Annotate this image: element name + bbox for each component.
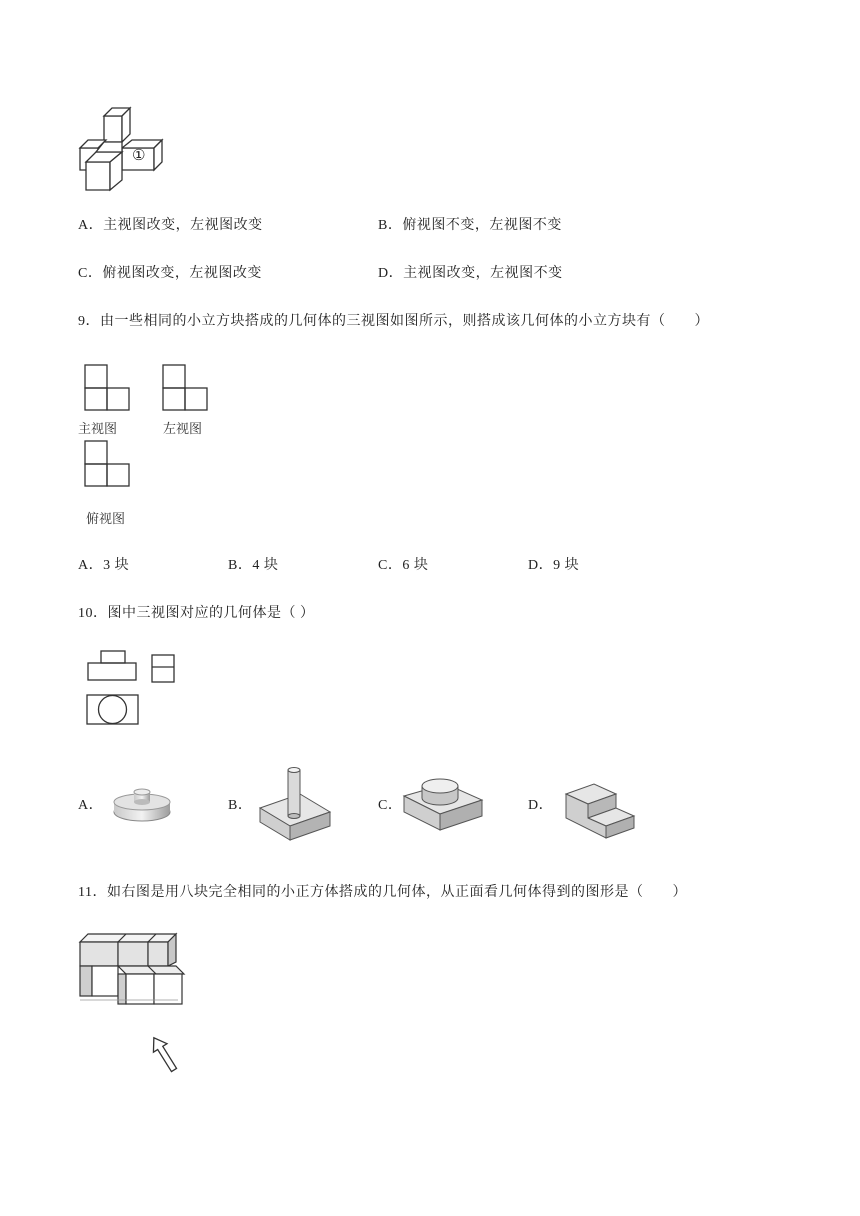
q8-option-a[interactable]: A．主视图改变，左视图改变 [78, 218, 263, 233]
q9-caption-left: 左视图 [163, 422, 203, 437]
q9-option-a[interactable]: A．3 块 [78, 558, 130, 573]
q10-option-a-solid[interactable] [112, 778, 172, 828]
q9-front-view [84, 364, 132, 412]
q9-option-c[interactable]: C．6 块 [378, 558, 429, 573]
q10-option-b-label[interactable]: B． [228, 798, 253, 813]
q9-caption-front: 主视图 [78, 422, 118, 437]
q10-left-view [151, 654, 177, 684]
q8-option-d[interactable]: D．主视图改变，左视图不变 [378, 266, 563, 281]
q10-option-c-label[interactable]: C． [378, 798, 403, 813]
q10-option-d-solid[interactable] [560, 772, 638, 840]
q10-front-view [87, 650, 139, 682]
q10-option-b-solid[interactable] [258, 764, 334, 850]
q9-option-d[interactable]: D．9 块 [528, 558, 580, 573]
q11-stem: 11．如右图是用八块完全相同的小正方体搭成的几何体，从正面看几何体得到的图形是（ ） [78, 885, 687, 900]
q10-option-d-label[interactable]: D． [528, 798, 554, 813]
q10-option-a-label[interactable]: A． [78, 798, 104, 813]
q10-stem: 10．图中三视图对应的几何体是（ ） [78, 606, 315, 621]
q10-top-view [86, 694, 140, 726]
q11-cube-figure [78, 932, 188, 1078]
q9-option-b[interactable]: B．4 块 [228, 558, 279, 573]
q10-option-c-solid[interactable] [402, 770, 484, 836]
q8-option-b[interactable]: B．俯视图不变，左视图不变 [378, 218, 562, 233]
cube-label-1: ① [132, 146, 146, 164]
q9-stem: 9．由一些相同的小立方块搭成的几何体的三视图如图所示，则搭成该几何体的小立方块有（ ） [78, 314, 709, 329]
q9-caption-top: 俯视图 [86, 512, 126, 527]
q8-cube-figure [76, 104, 168, 194]
q8-option-c[interactable]: C．俯视图改变，左视图改变 [78, 266, 262, 281]
q9-top-view [84, 440, 132, 488]
q9-left-view [162, 364, 210, 412]
